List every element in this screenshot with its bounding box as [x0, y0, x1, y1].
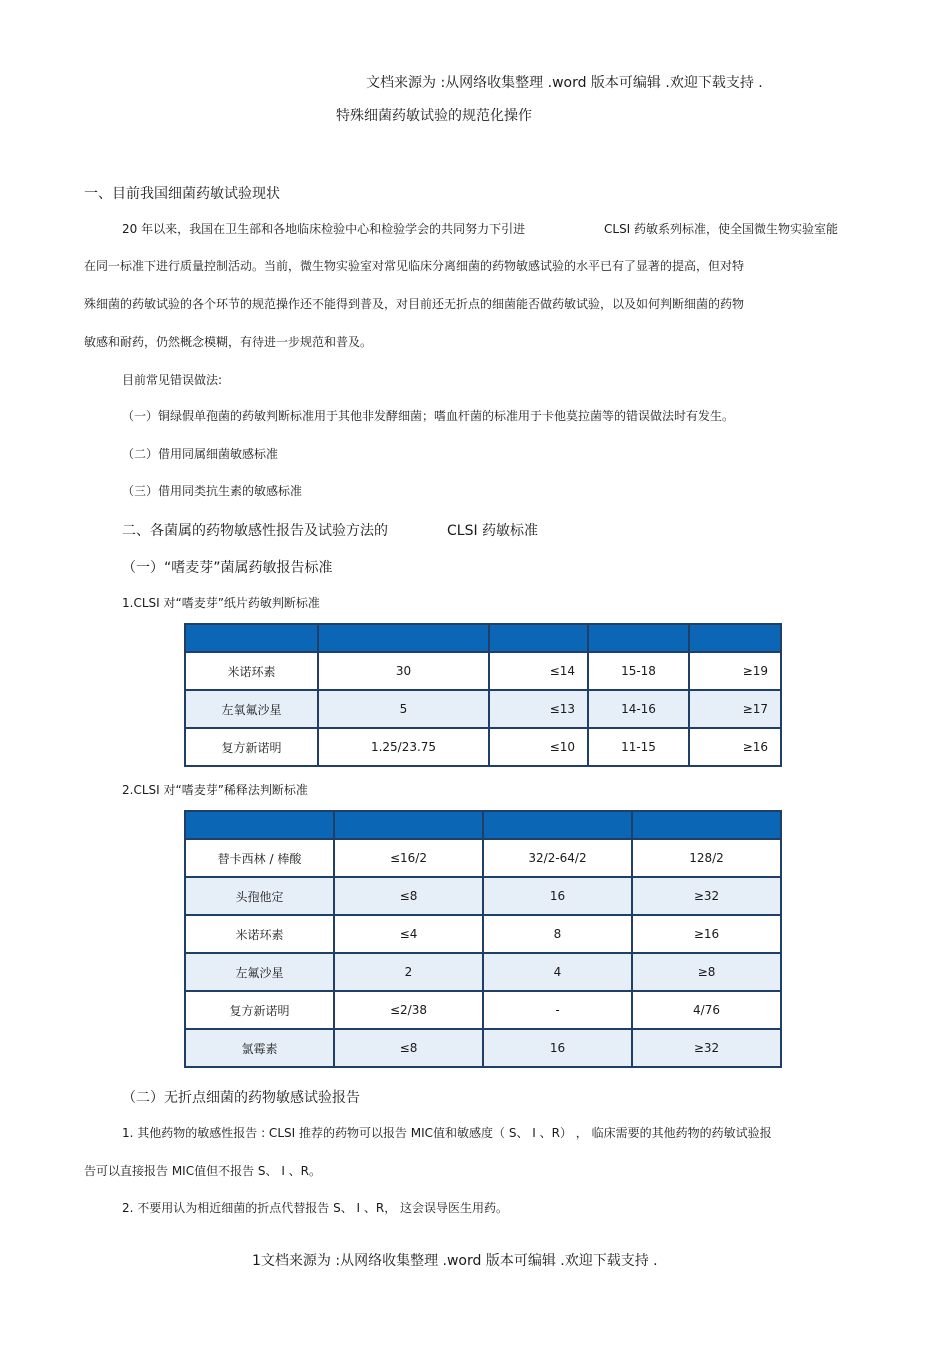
section1-heading: 一、目前我国细菌药敏试验现状: [84, 186, 280, 202]
item1-line2: 告可以直接报告 MIC值但不报告 S、 I 、R。: [84, 1164, 322, 1178]
subsection1-heading: （一）“嗜麦芽”菌属药敏报告标准: [122, 560, 333, 576]
footer-source-note: 1文档来源为 :从网络收集整理 .word 版本可编辑 .欢迎下载支持 .: [252, 1253, 658, 1269]
susceptible-mic: ≤8: [334, 877, 483, 915]
intermediate-mic: 16: [483, 877, 632, 915]
drug-name: 米诺环素: [185, 915, 334, 953]
resistant-value: ≥19: [689, 652, 781, 690]
section1-para-line1b: CLSI 药敏系列标准，使全国微生物实验室能: [604, 222, 839, 236]
susceptible-mic: ≤16/2: [334, 839, 483, 877]
resistant-mic: ≥32: [632, 877, 781, 915]
drug-name: 左氟沙星: [185, 953, 334, 991]
dilution-table: [184, 810, 782, 1068]
table2-header-row: [185, 811, 781, 839]
table-row: [185, 877, 781, 915]
table-row: [185, 915, 781, 953]
susceptible-value: ≤13: [489, 690, 588, 728]
disk-content: 1.25/23.75: [318, 728, 489, 766]
page-title: 特殊细菌药敏试验的规范化操作: [336, 108, 532, 124]
intermediate-mic: -: [483, 991, 632, 1029]
drug-name: 米诺环素: [185, 652, 318, 690]
errors-label: 目前常见错误做法:: [122, 373, 223, 387]
error-item-3: （三）借用同类抗生素的敏感标准: [122, 484, 303, 498]
resistant-mic: ≥32: [632, 1029, 781, 1067]
susceptible-value: ≤10: [489, 728, 588, 766]
error-item-2: （二）借用同属细菌敏感标准: [122, 447, 279, 461]
table-row: [185, 652, 781, 690]
susceptible-value: ≤14: [489, 652, 588, 690]
table-row: [185, 690, 781, 728]
table2-caption: 2.CLSI 对“嗜麦芽”稀释法判断标准: [122, 783, 308, 797]
drug-name: 复方新诺明: [185, 991, 334, 1029]
table-row: [185, 839, 781, 877]
section1-para-line4: 敏感和耐药，仍然概念模糊，有待进一步规范和普及。: [84, 335, 373, 349]
item1-line1: 1. 其他药物的敏感性报告 : CLSI 推荐的药物可以报告 MIC值和敏感度（ S、 I 、R） ， 临床需要的其他药物的药敏试验报: [122, 1126, 772, 1140]
resistant-mic: ≥16: [632, 915, 781, 953]
resistant-value: ≥16: [689, 728, 781, 766]
table-row: [185, 991, 781, 1029]
drug-name: 头孢他定: [185, 877, 334, 915]
resistant-mic: 4/76: [632, 991, 781, 1029]
susceptible-mic: ≤8: [334, 1029, 483, 1067]
drug-name: 氯霉素: [185, 1029, 334, 1067]
susceptible-mic: ≤4: [334, 915, 483, 953]
section1-para-line1a: 20 年以来，我国在卫生部和各地临床检验中心和检验学会的共同努力下引进: [122, 222, 526, 236]
intermediate-mic: 32/2-64/2: [483, 839, 632, 877]
intermediate-mic: 16: [483, 1029, 632, 1067]
intermediate-mic: 8: [483, 915, 632, 953]
drug-name: 左氧氟沙星: [185, 690, 318, 728]
table1-header-row: [185, 624, 781, 652]
intermediate-value: 14-16: [588, 690, 689, 728]
intermediate-mic: 4: [483, 953, 632, 991]
table-row: [185, 953, 781, 991]
resistant-mic: ≥8: [632, 953, 781, 991]
header-source-note: 文档来源为 :从网络收集整理 .word 版本可编辑 .欢迎下载支持 .: [366, 75, 763, 91]
subsection2-heading: （二）无折点细菌的药物敏感试验报告: [122, 1090, 360, 1106]
table1-caption: 1.CLSI 对“嗜麦芽”纸片药敏判断标准: [122, 596, 320, 610]
table-row: [185, 728, 781, 766]
error-item-1: （一）铜绿假单孢菌的药敏判断标准用于其他非发酵细菌；嗜血杆菌的标准用于卡他莫拉菌等的错误做法时有发生。: [122, 409, 735, 423]
resistant-value: ≥17: [689, 690, 781, 728]
intermediate-value: 11-15: [588, 728, 689, 766]
resistant-mic: 128/2: [632, 839, 781, 877]
section1-para-line3: 殊细菌的药敏试验的各个环节的规范操作还不能得到普及，对目前还无折点的细菌能否做药敏试验，以及如何判断细菌的药物: [84, 297, 745, 311]
section1-para-line2: 在同一标准下进行质量控制活动。当前，微生物实验室对常见临床分离细菌的药物敏感试验的水平已有了显著的提高，但对特: [84, 259, 745, 273]
disk-content: 5: [318, 690, 489, 728]
section2-heading-b: CLSI 药敏标准: [447, 523, 539, 539]
intermediate-value: 15-18: [588, 652, 689, 690]
susceptible-mic: ≤2/38: [334, 991, 483, 1029]
disk-diffusion-table: [184, 623, 782, 767]
drug-name: 替卡西林 / 棒酸: [185, 839, 334, 877]
drug-name: 复方新诺明: [185, 728, 318, 766]
disk-content: 30: [318, 652, 489, 690]
susceptible-mic: 2: [334, 953, 483, 991]
table-row: [185, 1029, 781, 1067]
section2-heading-a: 二、各菌属的药物敏感性报告及试验方法的: [122, 523, 388, 539]
item2-line: 2. 不要用认为相近细菌的折点代替报告 S、 I 、R， 这会误导医生用药。: [122, 1201, 509, 1215]
